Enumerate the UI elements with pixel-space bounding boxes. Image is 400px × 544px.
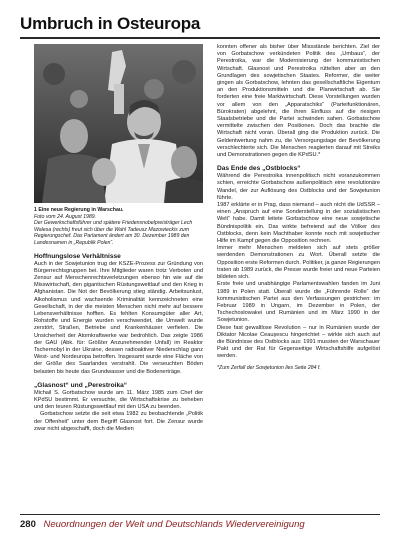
left-column [34, 44, 203, 433]
heading-hoffnungslose: Hoffnungslose Verhältnisse [34, 252, 121, 260]
photo-caption [34, 207, 203, 247]
heading-glasnost: „Glasnost“ und „Perestroika“ [34, 381, 128, 389]
walesa-photo [34, 44, 203, 203]
caption-title: 1 Eine neue Regierung in Warschau. [34, 207, 124, 213]
paragraph-right-4: Immer mehr Menschen meldeten sich auf stets größer werdenden Demonstrationen zu Wort. Überall setzte die Opposition erste Reformen durch. Politiker, ja ganze Regierungen traten ab 1989 zurück, die Presse wurde freier und neue Parteien bildeten sich. [217, 245, 380, 281]
crowd-photo-illustration [34, 44, 203, 203]
paragraph-2: Michail S. Gorbatschow wurde am 11. März 1985 zum Chef der KPdSU bestimmt. Er versuchte, die Wirtschaftskrise zu beheben und den teuren Rüstungswettlauf mit den USA zu beenden. [34, 389, 203, 411]
footer-line [20, 519, 305, 530]
caption-text: Der Gewerkschaftsführer und spätere Friedensnobelpreisträger Lech Walesa (rechts) freut sich über die Wahl Tadeusz Mazowieckis zum Regierungschef. Das Parlament ändert am 30. Dezember 1989 den Landesnamen in „Republik Polen“. [34, 220, 193, 246]
page-title: Umbruch in Osteuropa [20, 14, 201, 33]
heading-ende-ostblocks: Das Ende des „Ostblocks“ [217, 165, 301, 173]
page-number: 280 [20, 519, 36, 530]
paragraph-right-5: Erste freie und unabhängige Parlamentswahlen fanden im Juni 1989 in Polen statt. Überall wurde die „Führende Rolle“ der kommunistischen Partei aus den Verfassungen gestrichen: im Februar 1989 in Ungarn, im Dezember in Polen, der Tschechoslowakei und Rumänien und im März 1990 in der Sowjetunion. [217, 281, 380, 324]
title-rule [20, 37, 380, 39]
right-column [217, 44, 380, 371]
paragraph-right-6: Diese fast gewaltlose Revolution – nur in Rumänien wurde der Diktator Nicolae Ceaușescu hingerichtet – wirkte sich auch auf die Bündnisse des Ostblocks aus: 1991 mussten der Warschauer Pakt und der Rat für Gegenseitige Wirtschaftshilfe aufgelöst werden. [217, 324, 380, 360]
footnote: *Zum Zerfall der Sowjetunion lies Seite 284 f. [217, 364, 321, 371]
paragraph-right-2: Während die Perestroika innenpolitisch nicht voranzukommen schien, erreichte Gorbatschow außenpolitisch eine revolutionäre Wandel, der zur Auflösung des Ostblocks und der Sowjetunion führte. [217, 173, 380, 201]
page-footer [20, 514, 380, 530]
paragraph-right-1: konnten offener als bisher über Missstände berichten. Ziel der von Gorbatschow verkündeten Politik des „Umbaus“, der Perestroika, war die Modernisierung der kommunistischen Wirtschaft. Glasnost und Perestroika rüttelten aber an den Grundlagen des sowjetischen Staates. Reformer, die weiter gingen als Gorbatschow, lehnten das gesellschaftliche Eigentum an den Produktionsmitteln und die Planwirtschaft ab. Sie forderten eine freie Marktwirtschaft. Diese Vorstellungen wurden vor allem von den „Apparatschiks“ (Parteifunktionären, Bürokraten) abgelehnt, die ihren Einfluss auf die riesigen Staatsbetriebe und die Partei schwinden sahen. Gorbatschow vermittelte zwischen den Positionen. Doch das brachte die Wirtschaft nicht voran. Überall ging die Produktion zurück. Die Geldentwertung nahm zu, die Versorgungslage der Bevölkerung verschlechterte sich. Die Menschen reagierten darauf mit Streiks und Demonstrationen gegen die KPdSU.* [217, 44, 380, 159]
paragraph-right-3: 1987 erklärte er in Prag, dass niemand – auch nicht die UdSSR – einen „Anspruch auf eine Sonderstellung in der sozialistischen Welt“ habe. Damit leitete Gorbatschow eine neue sowjetische Bündnispolitik ein. Das wirkte befreiend auf die Völker des Ostblocks, denn kein Machthaber konnte noch mit sowjetischer Hilfe im Kampf gegen die Opposition rechnen. [217, 202, 380, 245]
paragraph-1: Auch in der Sowjetunion trug der KSZE-Prozess zur Gründung von Bürgerrechtsgruppen bei. Ihre Mitglieder waren trotz Verboten und Zensur auf Menschenrechtsverletzungen ebenso hin wie auf die Misswirtschaft, den gigantischen Rüstungswettlauf und den Krieg in Afghanistan. Die Not der Bevölkerung stieg ständig. Arbeitsunlust, Alkoholismus und wachsende Kriminalität kennzeichneten eine Gesellschaft, in der die meisten Menschen nicht mehr auf bessere Lebensverhältnisse hofften. Es fehlten Konsumgüter aller Art, Rohstoffe und Energie wurden verschwendet, die Umwelt wurde zerstört, Straßen, Betriebe und Krankenhäuser verfielen. Die Unsicherheit der Atomkraftwerke war bedrohlich. Das zeigte 1986 der GAU (Abk. für: Größter Anzunehmender Unfall) im Reaktor Tschernobyl in der Ukraine, dessen radioaktiver Niederschlag ganz West- und Nordeuropa betroffen. Insgesamt wurde eine Fläche von der Größe des Saarlandes verstrahlt. Die verseuchten Böden belasten bis heute das Grundwasser und die Bodenerträge. [34, 260, 203, 375]
paragraph-3: Gorbatschow setzte die seit etwa 1982 zu beobachtende „Politik der Offenheit“ unter dem Begriff Glasnost fort. Die Zensur wurde zwar nicht abgeschafft, doch die Medien [34, 411, 203, 432]
caption-credit: Foto vom 24. August 1989. [34, 213, 97, 220]
book-title: Neuordnungen der Welt und Deutschlands Wiedervereinigung [43, 519, 305, 530]
